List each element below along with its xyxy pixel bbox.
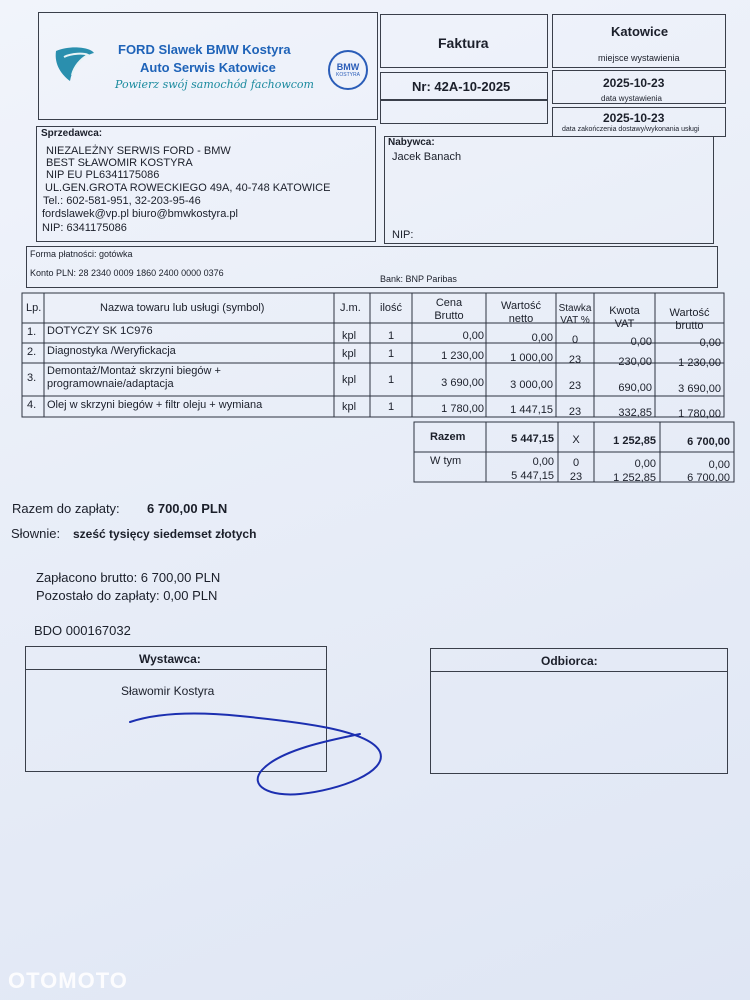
- row-rate: 0: [571, 334, 579, 346]
- header-vat-1: Kwota: [609, 305, 640, 317]
- row-jm: kpl: [342, 348, 357, 360]
- row-lp: 3.: [27, 372, 37, 384]
- row-price: 1 230,00: [441, 350, 484, 362]
- row-qty: 1: [388, 330, 395, 342]
- brand-line-2: Auto Serwis Katowice: [140, 60, 276, 75]
- bmw-badge-text: BMW: [336, 62, 360, 72]
- row-price: 0,00: [462, 330, 484, 342]
- paid-amount: Zapłacono brutto: 6 700,00 PLN: [36, 570, 221, 585]
- row-net: 1 000,00: [510, 352, 553, 364]
- header-price-2: Brutto: [434, 310, 464, 322]
- breakdown-vat-2: 1 252,85: [613, 472, 656, 484]
- slogan: Powierz swój samochód fachowcom: [115, 78, 314, 91]
- row-name-line-2: programownaie/adaptacja: [47, 378, 174, 390]
- row-net: 0,00: [531, 332, 553, 344]
- bdo-number: BDO 000167032: [34, 623, 131, 638]
- row-gross: 3 690,00: [678, 383, 721, 395]
- row-vat: 230,00: [618, 356, 652, 368]
- place: Katowice: [611, 24, 669, 39]
- issuer-name: Sławomir Kostyra: [121, 684, 215, 698]
- row-name: Diagnostyka /Weryfickacja: [47, 345, 176, 357]
- row-jm: kpl: [342, 374, 357, 386]
- buyer-label: Nabywca:: [388, 137, 435, 148]
- row-gross: 0,00: [699, 337, 721, 349]
- seller-line-2: BEST SŁAWOMIR KOSTYRA: [46, 157, 193, 169]
- seller-line-5: Tel.: 602-581-951, 32-203-95-46: [43, 195, 201, 207]
- row-net: 1 447,15: [510, 404, 553, 416]
- place-label: miejsce wystawienia: [598, 53, 680, 63]
- breakdown-vat-1: 0,00: [634, 458, 656, 470]
- seller-label: Sprzedawca:: [41, 128, 103, 139]
- row-gross: 1 780,00: [678, 408, 721, 420]
- issue-date: 2025-10-23: [603, 76, 665, 90]
- row-name: Demontaż/Montaż skrzyni biegów +: [47, 365, 221, 377]
- row-qty: 1: [388, 348, 395, 360]
- breakdown-label: W tym: [430, 455, 462, 467]
- words-value: sześć tysięcy siedemset złotych: [73, 527, 257, 541]
- bmw-badge-subtext: KOSTYRA: [336, 72, 360, 78]
- total-rate: X: [572, 434, 580, 446]
- header-name: Nazwa towaru lub usługi (symbol): [100, 302, 265, 314]
- row-rate: 23: [568, 406, 582, 418]
- total-vat: 1 252,85: [613, 435, 656, 447]
- breakdown-gross-2: 6 700,00: [687, 472, 730, 484]
- header-gross-2: brutto: [675, 320, 704, 332]
- payment-account: Konto PLN: 28 2340 0009 1860 2400 0000 0376: [30, 268, 224, 278]
- row-net: 3 000,00: [510, 379, 553, 391]
- seller-line-6: fordslawek@vp.pl biuro@bmwkostyra.pl: [42, 208, 238, 220]
- breakdown-rate-2: 23: [569, 471, 583, 483]
- doc-type: Faktura: [438, 35, 489, 51]
- header-net-2: netto: [508, 313, 534, 325]
- total-net: 5 447,15: [511, 433, 554, 445]
- header-lp: Lp.: [26, 302, 42, 314]
- row-qty: 1: [388, 374, 395, 386]
- row-name: Olej w skrzyni biegów + filtr oleju + wymiana: [47, 399, 263, 411]
- row-jm: kpl: [342, 330, 357, 342]
- header-rate-2: VAT %: [560, 315, 590, 326]
- breakdown-rate-1: 0: [572, 457, 580, 469]
- remaining-amount: Pozostało do zapłaty: 0,00 PLN: [36, 588, 218, 603]
- header-rate-1: Stawka: [558, 303, 592, 314]
- payment-bank: Bank: BNP Paribas: [380, 274, 457, 284]
- row-vat: 690,00: [618, 382, 652, 394]
- issue-date-label: data wystawienia: [601, 94, 662, 103]
- watermark: OTOMOTO: [8, 968, 128, 993]
- row-vat: 332,85: [618, 407, 652, 419]
- row-lp: 2.: [27, 346, 37, 358]
- row-qty: 1: [388, 401, 395, 413]
- row-rate: 23: [568, 354, 582, 366]
- row-jm: kpl: [342, 401, 357, 413]
- breakdown-net-2: 5 447,15: [511, 470, 554, 482]
- seller-line-1: NIEZALEŻNY SERWIS FORD - BMW: [46, 145, 231, 157]
- header-gross-1: Wartość: [669, 307, 710, 319]
- buyer-name: Jacek Banach: [392, 151, 462, 163]
- row-price: 1 780,00: [441, 403, 484, 415]
- header-qty: ilość: [380, 302, 403, 314]
- issuer-label: Wystawca:: [139, 652, 201, 666]
- receiver-label: Odbiorca:: [541, 654, 598, 668]
- row-gross: 1 230,00: [678, 357, 721, 369]
- header-net-1: Wartość: [501, 300, 541, 312]
- row-rate: 23: [568, 380, 582, 392]
- row-lp: 4.: [27, 399, 37, 411]
- to-pay-label: Razem do zapłaty:: [12, 501, 120, 516]
- header-jm: J.m.: [340, 302, 361, 314]
- row-vat: 0,00: [630, 336, 652, 348]
- row-name: DOTYCZY SK 1C976: [47, 325, 153, 337]
- payment-form: Forma płatności: gotówka: [30, 249, 133, 259]
- delivery-date: 2025-10-23: [603, 111, 665, 125]
- doc-number: Nr: 42A-10-2025: [412, 79, 511, 94]
- words-label: Słownie:: [11, 526, 61, 541]
- row-price: 3 690,00: [441, 377, 484, 389]
- to-pay-value: 6 700,00 PLN: [147, 501, 228, 516]
- seller-nip: NIP: 6341175086: [42, 222, 127, 234]
- total-label: Razem: [430, 431, 466, 443]
- header-price-1: Cena: [435, 297, 463, 309]
- seller-line-4: UL.GEN.GROTA ROWECKIEGO 49A, 40-748 KATOWICE: [45, 182, 331, 194]
- breakdown-gross-1: 0,00: [708, 459, 730, 471]
- seller-line-3: NIP EU PL6341175086: [46, 169, 160, 181]
- breakdown-net-1: 0,00: [532, 456, 554, 468]
- header-vat-2: VAT: [614, 318, 635, 330]
- brand-line-1: FORD Slawek BMW Kostyra: [118, 42, 291, 57]
- delivery-date-label: data zakończenia dostawy/wykonania usługi: [562, 126, 700, 133]
- row-lp: 1.: [27, 326, 37, 338]
- total-gross: 6 700,00: [687, 436, 730, 448]
- buyer-nip: NIP:: [392, 229, 414, 241]
